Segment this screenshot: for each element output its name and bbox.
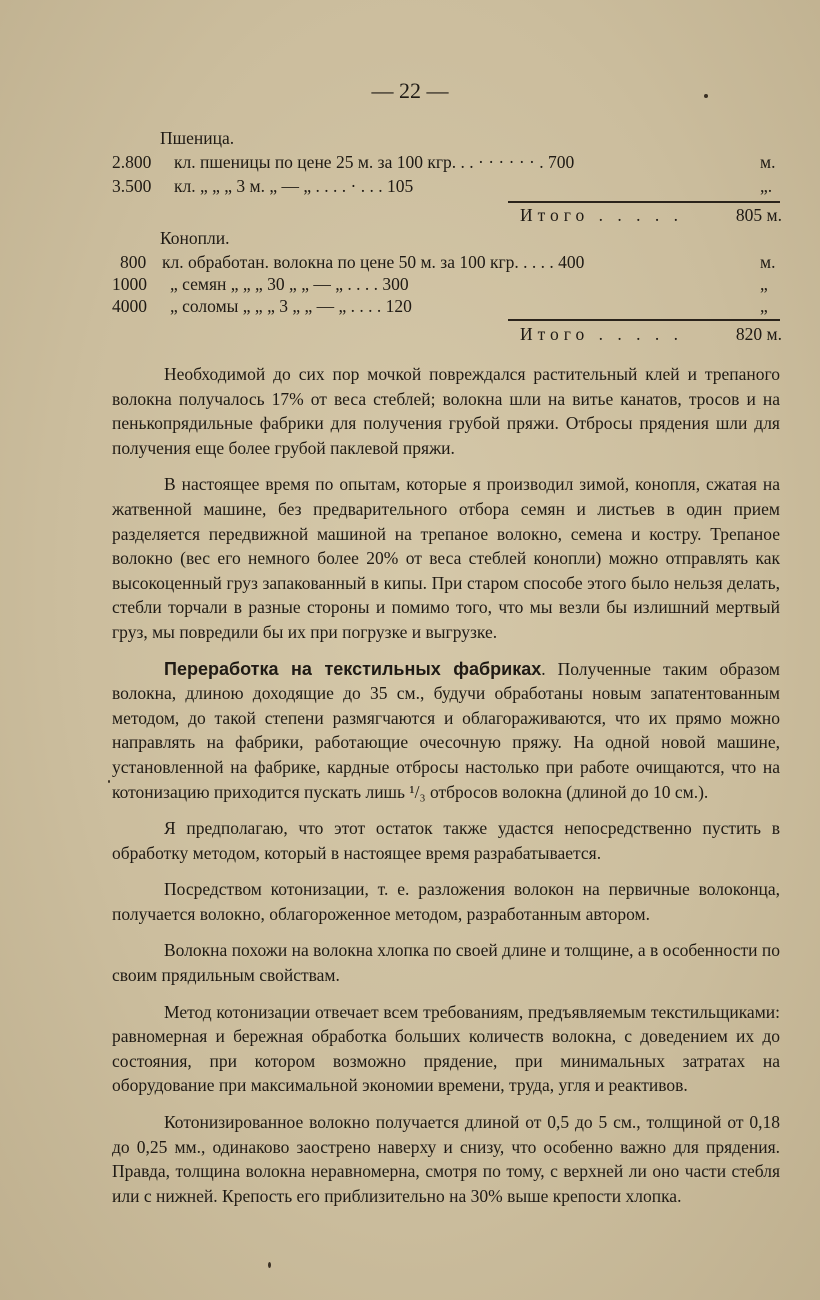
paragraph-8-text: Котонизированное волокно получается длиной от 0,5 до 5 см., толщиной от 0,18 до 0,25 мм., одинаково заострено наверху и снизу, что особенно важно для прядения. Правда, толщина волокна неравномерна, смотря по тому, с верхней ли оно части стебля или с нижней. Крепость его приблизительно на 30% выше крепости хлопка. [112,1112,780,1206]
hemp-row-2-unit: „ [760,274,768,294]
wheat-total-label: Итого . . . . . [520,205,684,225]
page-number: — 22 — [371,78,449,103]
hemp-row-1-qty: 800 [120,252,147,272]
paragraph-3 [112,657,780,805]
paragraph-4-text: Я предполагаю, что этот остаток также удастся непосредственно пустить в обработку методом, который в настоящее время разрабатывается. [112,818,780,863]
paper-speck [268,1262,271,1268]
paragraph-5-text: Посредством котонизации, т. е. разложения волокон на первичные волоконца, получается волокно, облагороженное методом, разработанным автором. [112,879,780,924]
hemp-row-2-text: „ семян „ „ „ 30 „ „ — „ . . . . 300 [170,274,409,294]
paragraph-4 [112,816,780,865]
hemp-total [520,324,782,345]
hemp-row-3-qty: 4000 [112,296,147,316]
body-text [112,362,780,1220]
paragraph-5 [112,877,780,926]
wheat-row-2-qty: 3.500 [112,176,152,196]
paragraph-6-text: Волокна похожи на волокна хлопка по своей длине и толщине, а в особенности по своим прядильным свойствам. [112,940,780,986]
hemp-row-1-text: кл. обработан. волокна по цене 50 м. за 100 кгр. . . . . 400 [162,252,585,272]
wheat-row-1-qty: 2.800 [112,152,152,172]
hemp-total-rule [508,319,780,321]
wheat-total-rule [508,201,780,203]
wheat-heading: Пшеница. [160,128,235,148]
paragraph-2 [112,472,780,644]
hemp-row-2-qty: 1000 [112,274,147,294]
hemp-heading: Конопли. [160,228,230,248]
hemp-row-3-text: „ соломы „ „ „ 3 „ „ — „ . . . . 120 [170,296,412,316]
paragraph-8 [112,1110,780,1208]
hemp-total-label: Итого . . . . . [520,324,684,344]
paragraph-6 [112,938,780,987]
wheat-row-2-text: кл. „ „ „ 3 м. „ — „ . . . . · . . . 105 [174,176,414,196]
wheat-row-2-unit: „. [760,176,773,196]
paragraph-1-text: Необходимой до сих пор мочкой повреждался растительный клей и трепаного волокна получалось 17% от веса стеблей; волокна шли на витье канатов, тросов и на пенькопрядильные фабрики для получения грубой пряжи. Отбросы прядения шли для получения еще более грубой паклевой пряжи. [112,364,780,458]
paragraph-2-text: В настоящее время по опытам, которые я производил зимой, конопля, сжатая на жатвенной машине, без предварительного отбора семян и листьев в один прием разделяется передвижной машиной на трепаное волокно, семена и костру. Трепаное волокно (вес его немного более 20% от веса стеблей конопли) можно отправлять как высокоценный груз запакованный в кипы. При старом способе этого было нельзя делать, стебли торчали в разные стороны и помимо того, что мы везли бы излишний мертвый груз, мы повредили бы их при погрузке и выгрузке. [112,474,780,642]
hemp-row-3 [112,296,780,320]
hemp-total-value: 820 м. [735,324,782,344]
wheat-row-1-text: кл. пшеницы по цене 25 м. за 100 кгр. . . · · · · · · . 700 [174,152,575,172]
hemp-row-3-unit: „ [760,296,768,316]
wheat-row-1-unit: м. [760,152,776,172]
wheat-row-1 [112,152,780,176]
wheat-total [520,205,782,226]
paragraph-7 [112,1000,780,1098]
wheat-total-value: 805 м. [735,205,782,225]
paper-speck [108,780,110,783]
paper-speck [704,94,708,98]
hemp-row-2 [112,274,780,298]
hemp-row-1 [112,252,780,276]
wheat-row-2 [112,176,780,200]
paragraph-3-text: . Полученные таким образом волокна, длиною доходящие до 35 см., будучи обработаны новым запатентованным методом, до такой степени размягчаются и облагораживаются, что их прямо можно направлять на фабрики, работающие очесочную пряжу. На одной новой машине, установленной на фабрике, кардные отбросы настолько при работе очищаются, что на котонизацию приходится пускать лишь ¹/₃ отбросов волокна (длиной до 10 см.). [112,658,780,802]
paragraph-1 [112,362,780,460]
section-heading-textile: Переработка на текстильных фабриках [164,658,542,679]
hemp-row-1-unit: м. [760,252,776,272]
paragraph-7-text: Метод котонизации отвечает всем требованиям, предъявляемым текстильщиками: равномерная и бережная обработка больших количеств волокна, с доведением их до состояния, при котором возможно прядение, при минимальных затратах на оборудование при максимальной экономии времени, труда, угля и реактивов. [112,1001,780,1096]
